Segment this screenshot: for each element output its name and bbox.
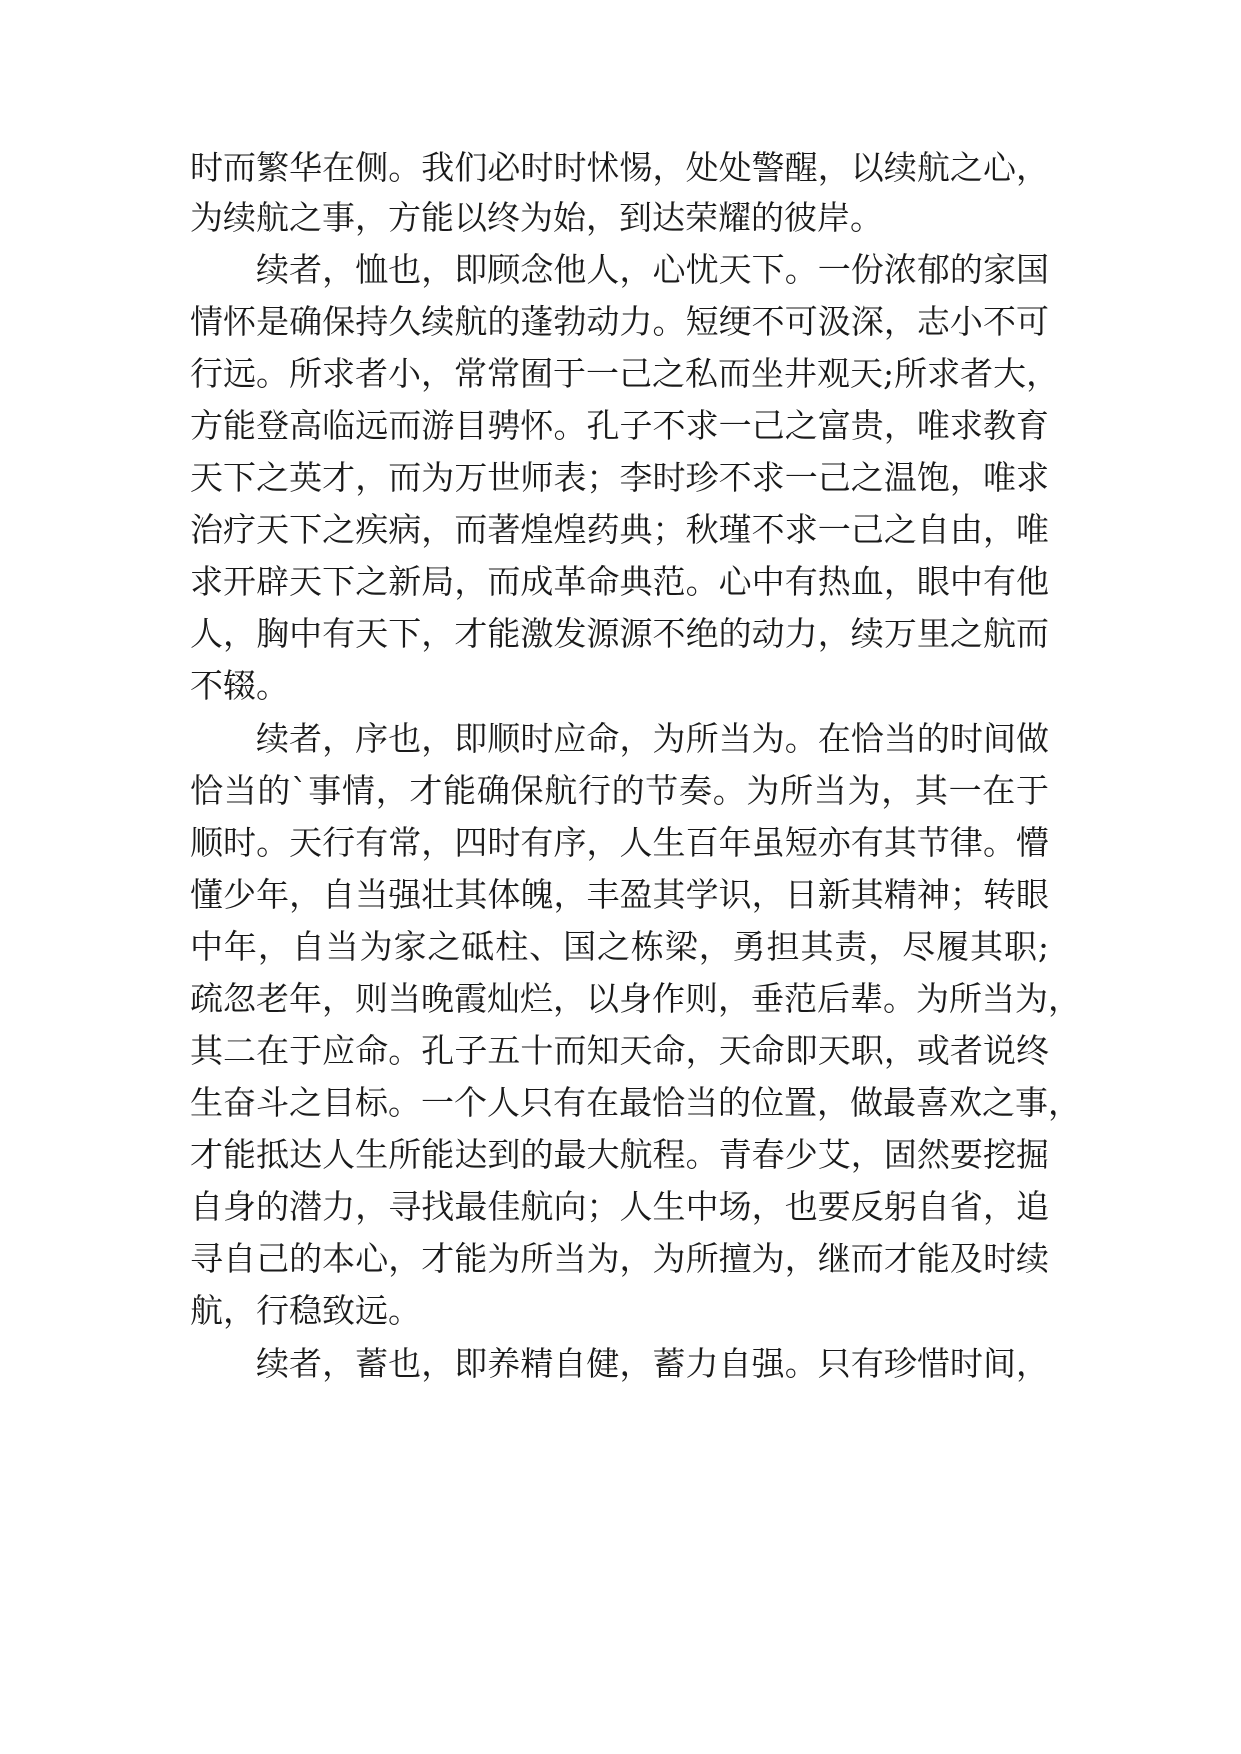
paragraph-first-line: 续者，恤也，即顾念他人，心忧天下。一份浓郁的家国 [256,250,1049,289]
text-line: 不辍。 [190,666,289,705]
text-line: 情怀是确保持久续航的蓬勃动力。短绠不可汲深，志小不可 [190,302,1049,341]
text-line: 治疗天下之疾病，而著煌煌药典；秋瑾不求一己之自由，唯 [190,510,1049,549]
text-line: 自身的潜力，寻找最佳航向；人生中场，也要反躬自省，追 [190,1187,1049,1226]
paragraph-first-line: 续者，蓄也，即养精自健，蓄力自强。只有珍惜时间， [256,1344,1049,1383]
text-line: 恰当的`事情，才能确保航行的节奏。为所当为，其一在于 [190,771,1049,810]
text-line: 其二在于应命。孔子五十而知天命，天命即天职，或者说终 [190,1031,1049,1070]
text-line: 懂少年，自当强壮其体魄，丰盈其学识，日新其精神；转眼 [190,875,1049,914]
text-line: 天下之英才，而为万世师表；李时珍不求一己之温饱，唯求 [190,458,1049,497]
paragraph-first-line: 续者，序也，即顺时应命，为所当为。在恰当的时间做 [256,719,1049,758]
text-line: 人，胸中有天下，才能激发源源不绝的动力，续万里之航而 [190,614,1049,653]
text-line: 方能登高临远而游目骋怀。孔子不求一己之富贵，唯求教育 [190,406,1049,445]
text-line: 中年，自当为家之砥柱、国之栋梁，勇担其责，尽履其职; [190,927,1049,966]
text-line: 才能抵达人生所能达到的最大航程。青春少艾，固然要挖掘 [190,1135,1049,1174]
text-line: 求开辟天下之新局，而成革命典范。心中有热血，眼中有他 [190,562,1049,601]
text-line: 航，行稳致远。 [190,1291,421,1330]
text-line: 疏忽老年，则当晚霞灿烂，以身作则，垂范后辈。为所当为， [190,979,1081,1018]
text-line: 行远。所求者小，常常囿于一己之私而坐井观天;所求者大， [190,354,1060,393]
text-line: 时而繁华在侧。我们必时时怵惕，处处警醒，以续航之心， [190,148,1049,187]
text-line: 为续航之事，方能以终为始，到达荣耀的彼岸。 [190,198,883,237]
text-line: 寻自己的本心，才能为所当为，为所擅为，继而才能及时续 [190,1239,1049,1278]
text-line: 顺时。天行有常，四时有序，人生百年虽短亦有其节律。懵 [190,823,1049,862]
text-line: 生奋斗之目标。一个人只有在最恰当的位置，做最喜欢之事， [190,1083,1081,1122]
